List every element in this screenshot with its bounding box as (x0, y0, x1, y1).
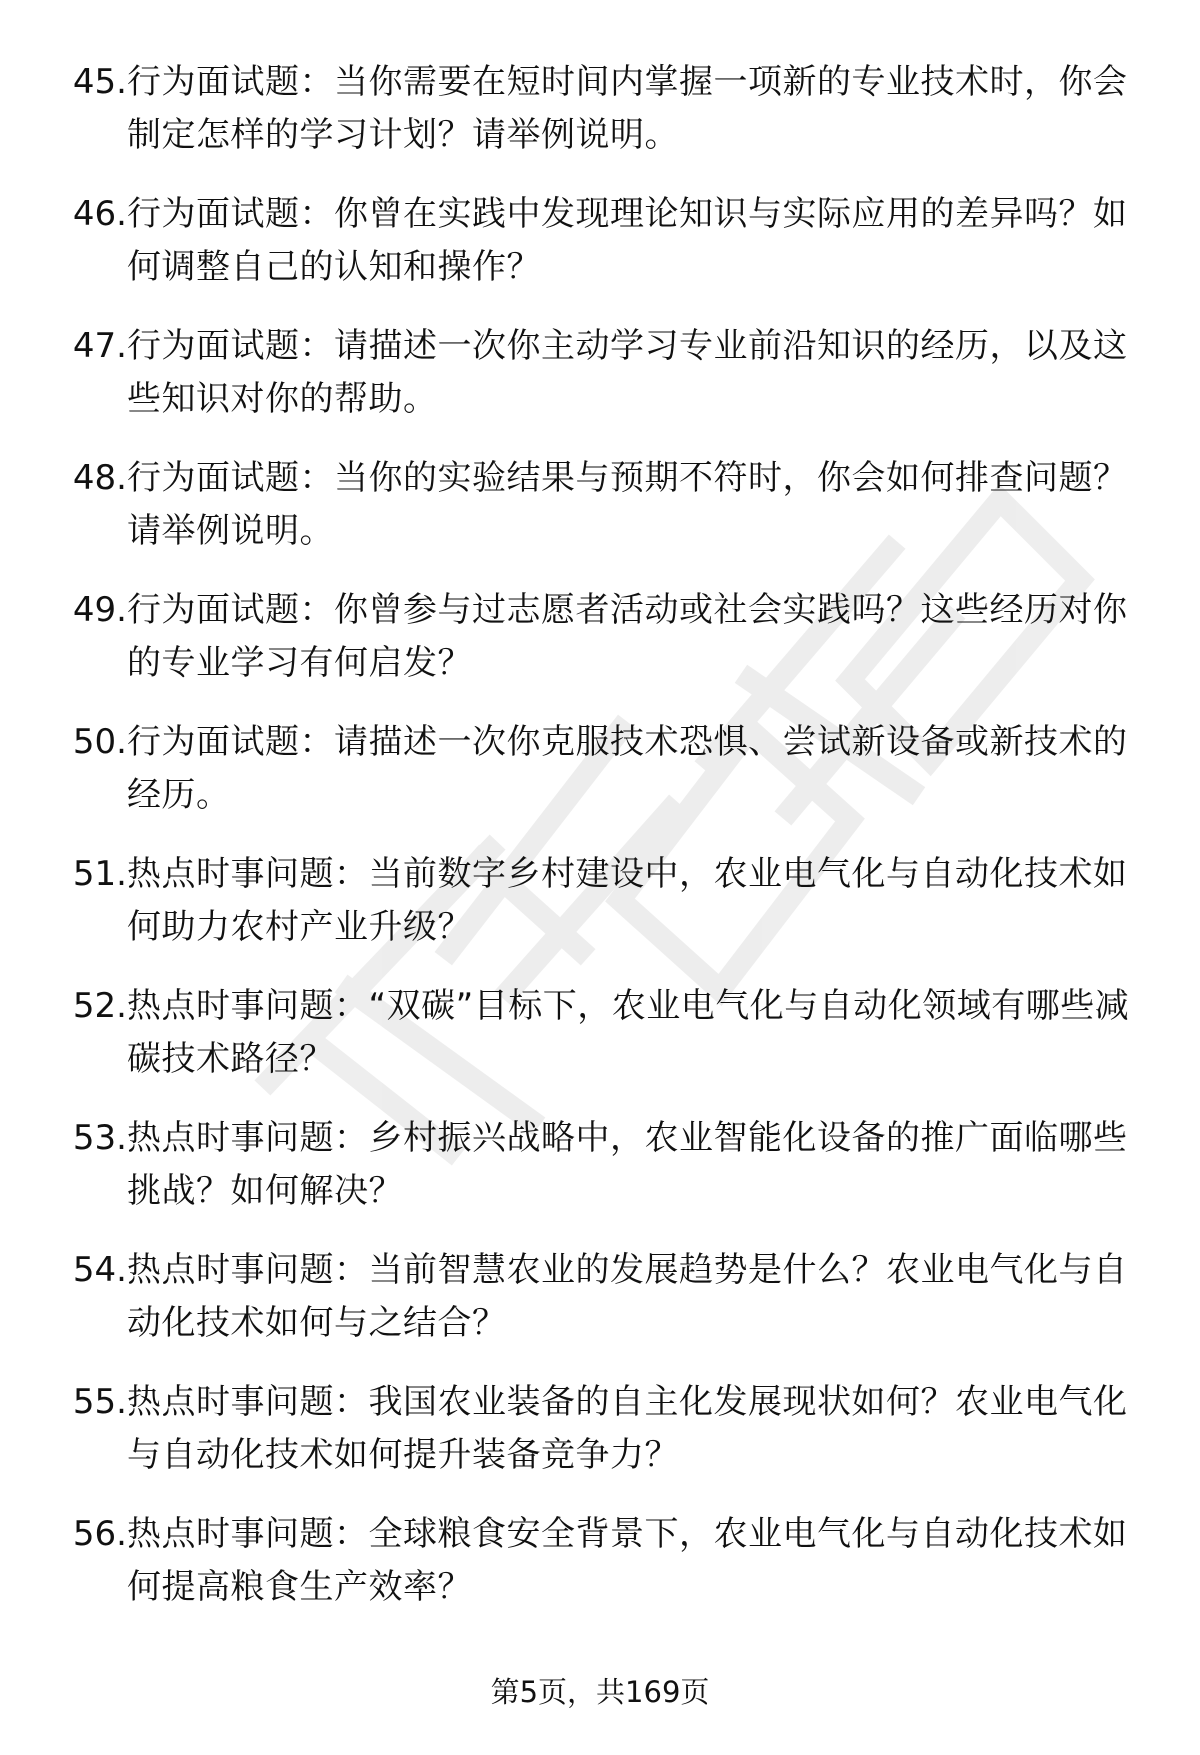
question-item (0, 1508, 1200, 1640)
question-text: 行为面试题：请描述一次你克服技术恐惧、尝试新设备或新技术的经历。 (127, 722, 1128, 815)
question-item (0, 980, 1200, 1112)
question-list (0, 56, 1200, 1640)
question-item (0, 188, 1200, 320)
question-number: 56. (72, 1514, 127, 1554)
question-number: 55. (72, 1382, 127, 1422)
question-text: 行为面试题：当你的实验结果与预期不符时，你会如何排查问题？请举例说明。 (127, 458, 1128, 551)
question-text: 热点时事问题：“双碳”目标下，农业电气化与自动化领域有哪些减碳技术路径？ (127, 986, 1130, 1079)
question-text: 行为面试题：你曾参与过志愿者活动或社会实践吗？这些经历对你的专业学习有何启发？ (127, 590, 1128, 683)
question-item (0, 716, 1200, 848)
question-text: 热点时事问题：我国农业装备的自主化发展现状如何？农业电气化与自动化技术如何提升装备竞争力？ (127, 1382, 1128, 1475)
question-item (0, 320, 1200, 452)
question-item (0, 584, 1200, 716)
question-number: 53. (72, 1118, 127, 1158)
question-text: 行为面试题：你曾在实践中发现理论知识与实际应用的差异吗？如何调整自己的认知和操作？ (127, 194, 1128, 287)
question-number: 51. (72, 854, 127, 894)
question-number: 49. (72, 590, 127, 630)
question-item (0, 452, 1200, 584)
question-number: 54. (72, 1250, 127, 1290)
question-text: 行为面试题：请描述一次你主动学习专业前沿知识的经历，以及这些知识对你的帮助。 (127, 326, 1128, 419)
question-number: 48. (72, 458, 127, 498)
question-number: 52. (72, 986, 127, 1026)
question-number: 46. (72, 194, 127, 234)
question-item (0, 1112, 1200, 1244)
question-text: 热点时事问题：当前智慧农业的发展趋势是什么？农业电气化与自动化技术如何与之结合？ (127, 1250, 1128, 1343)
question-item (0, 848, 1200, 980)
question-number: 50. (72, 722, 127, 762)
question-item (0, 1244, 1200, 1376)
question-text: 热点时事问题：全球粮食安全背景下，农业电气化与自动化技术如何提高粮食生产效率？ (127, 1514, 1128, 1607)
question-item (0, 1376, 1200, 1508)
question-number: 47. (72, 326, 127, 366)
question-text: 热点时事问题：乡村振兴战略中，农业智能化设备的推广面临哪些挑战？如何解决？ (127, 1118, 1128, 1211)
question-item (0, 56, 1200, 188)
question-text: 热点时事问题：当前数字乡村建设中，农业电气化与自动化技术如何助力农村产业升级？ (127, 854, 1128, 947)
page-footer: 第5页，共169页 (490, 1675, 710, 1709)
question-text: 行为面试题：当你需要在短时间内掌握一项新的专业技术时，你会制定怎样的学习计划？请举例说明。 (127, 62, 1128, 155)
question-number: 45. (72, 62, 127, 102)
